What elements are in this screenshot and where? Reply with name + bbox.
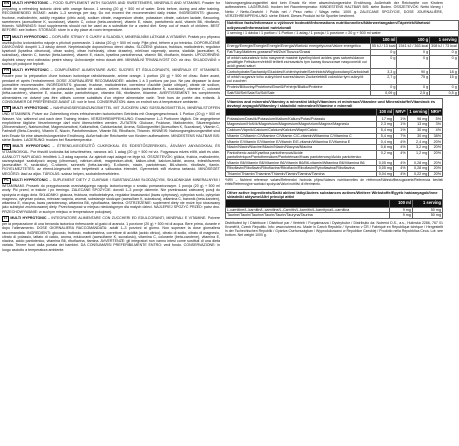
column-header: 1 serving	[407, 109, 429, 116]
column-header: 1 serving	[412, 200, 442, 207]
nutrient-value: 0,4 mg	[377, 139, 394, 145]
nutrient-name: of which sugars/z toho cukry/dont sucres/davon Zucker/ebből cukrok/w tym cukry/di cui zuccheri	[226, 75, 371, 85]
nutrient-value: 0,05 mg	[377, 160, 394, 166]
nutrient-value: 20%	[429, 144, 443, 150]
nutrient-value: 20%	[429, 171, 443, 177]
language-block-cz	[2, 35, 220, 67]
column-header	[226, 36, 371, 43]
nutrient-name: Thiamin/Thiamin/Thiamine/Thiamin/Tiamin/Tiamina/Tiamina	[226, 171, 377, 177]
table-row	[226, 75, 459, 85]
table-row	[226, 213, 443, 219]
nutrient-value: 75 g	[397, 75, 430, 85]
nutrient-value: 5,4 mg	[377, 133, 394, 139]
column-header: 100 ml	[377, 109, 394, 116]
nutrient-value: 1541 kJ / 363 kcal	[398, 44, 429, 49]
nutrient-value: 20%	[429, 160, 443, 166]
nutrient-name: Vitamin C/Vitamín C/Vitamine C/Vitamin C/C-vitamin/Witamina C/Vitamina C	[226, 133, 377, 139]
nutrient-name: of which saturates/z toho nasycené mastné kyseliny/dont acides gras saturés/davon gesättigte Fettsäuren/ebből telített zsírsavak/w tym kwasy tłuszczowe nasycone/di cui acidi grassi saturi	[226, 55, 371, 69]
nutrient-value: 0,28 mg	[407, 160, 429, 166]
nutrient-name: Carbohydrate/Sacharidy/Glucides/Kohlenhydrate/Szénhidrát/Węglowodany/Carboidrati	[227, 69, 369, 74]
nutrient-name: Protein/Bílkoviny/Protéines/Eiweiß/Fehérje/Białko/Proteine	[226, 84, 371, 90]
nutrient-value: 4%	[394, 171, 408, 177]
nutrient-value: 4%	[429, 127, 443, 133]
table-header-row	[226, 109, 443, 116]
nutrient-value: 0 g	[370, 55, 397, 69]
nutrient-name: Salt/Sůl/Sel/Salz/Só/Sól/Sale	[226, 90, 371, 96]
nutrient-name: Calcium/Vápník/Calcium/Calcium/Kalcium/Wapń/Calcio	[226, 127, 377, 133]
nutrient-name: L-carnitine/L-karnitin/L-carnitine/L-Carnitin/L-karnitin/L-karnityna/L-carnitina	[226, 207, 390, 213]
nutrient-value: 1%	[394, 127, 408, 133]
product-description: – SUPLEMENT DIETY Z CUKRAMI I SUBSTANCJAMI SŁODZĄCYMI, SKŁADNIKAMI MINERALNYMI I WITAMINAMI. Proszek do przygotowania orzeźwiającego napoju izotonicznego o smaku pomarańczowym. 1 porcja (20 g) + 500 ml wody. Pić przed, w trakcie i po treningu. ZALECANE SPOŻYCIE: dorośli 1–3 porcje dziennie. Nie przekraczać zalecanej porcji do spożycia w ciągu dnia. SKŁADNIKI: glukoza, fruktoza, maltodekstryna, regulator kwasowości (kwas cytrynowy), cytrynian sodu, cytrynian magnezu, cytrynian potasu, mleczan wapnia, aromat, substancje słodzące (acesulfam K, sukraloza), witamina C, barwnik (beta-karoten), witamina E, niacyna, kwas pantotenowy, witamina B6, ryboflawina, tiamina. OSTRZEŻENIE: suplement diety nie może być stosowany jako substytut zróżnicowanej diety. Przechowywać w miejscu niedostępnym dla małych dzieci. NAJLEPIEJ SPOŻYĆ PRZED: patrz dno. PRZECHOWYWANIE: w suchym miejscu w temperaturze pokojowej.	[2, 178, 221, 214]
table-row	[226, 55, 459, 69]
nutrition-facts-table	[225, 20, 459, 96]
product-name: MULTI HYPROTONIC	[11, 178, 48, 183]
nutrient-name: Magnesium/Hořčík/Magnésium/Magnesium/Magnézium/Magnez/Magnesio	[226, 122, 377, 128]
distributor-text: Distributed by / Distribuce / Distribué par / Vertrieb / Forgalmazza / Dystrybutor / Distribuito da: Nutrend D.S., a.s., Hulínská 2286, 767 01 Kroměříž, Czech Republic. Info: www.nutrend.eu. Made in Czech Republic / Vyrobeno v ČR / Fabriqué en République tchèque / Hergestellt in der Tschechischen Republik / Gyártva Csehországban / Wyprodukowano w Republice Czeskiej / Prodotto nella Repubblica Ceca. Lot: see bottom. Net weight 1000 g.	[225, 220, 443, 238]
nutrient-value: 30 mg	[407, 127, 429, 133]
language-block-en	[2, 1, 220, 33]
table-row	[226, 69, 459, 75]
vitamins-minerals-table	[225, 98, 443, 177]
nutrient-value: 18 g	[430, 69, 459, 75]
nutrient-value: 2,5 g	[397, 90, 430, 96]
nutrient-value: 2,7 g	[370, 75, 397, 85]
column-header	[226, 109, 377, 116]
nutrient-value: 2,3 mg	[377, 122, 394, 128]
nutrient-value: 4%	[394, 166, 408, 172]
nutrient-value: 0,6 mg	[377, 144, 394, 150]
table-header-row	[226, 200, 443, 207]
nutrient-value: 0 g	[397, 49, 430, 55]
table-row	[226, 171, 443, 177]
nutrition-table-title: Nutrition facts/Informace o výživové hodnotě/Informations nutritionnelles/Nährwertangaben/Tápérték/Wartość odżywcza/Informazioni nutrizionali	[226, 21, 459, 31]
nutrient-value: 9 mg	[390, 207, 413, 213]
product-description: – ÉTREND-KIEGÉSZÍTŐ CUKROKKAL ÉS ÉDESÍTŐSZEREKKEL, ÁSVÁNYI ANYAGOKKAL ÉS VITAMINOKKAL. Por frissítő izotóniás ital készítéséhez, narancs ízű. 1 adag (20 g) + 500 ml víz. Fogyassza edzés előtt, alatt és után. AJÁNLOTT NAPI ADAG: felnőttek 1–3 adag naponta. Az ajánlott napi adagot ne lépje túl. ÖSSZETEVŐK: glükóz, fruktóz, maltodextrin, savanyúságot szabályozó anyag (citromsav), nátrium-citrát, magnézium-citrát, kálium-citrát, kalcium-laktát, aroma, édesítőszerek (aceszulfám K, szukralóz), C-vitamin, színezék (béta-karotin), E-vitamin, niacin, pantoténsav, B6-vitamin, riboflavin, tiamin. FIGYELMEZTETÉS: az étrend-kiegészítő nem helyettesíti a változatos étrendet. Gyermekek elől elzárva tartandó. MINŐSÉGÉT MEGŐRZI: lásd az alján. TÁROLÁS: száraz helyen, szobahőmérsékleten.	[2, 144, 221, 176]
nutrient-value: 30 mg	[407, 133, 429, 139]
nutrient-value: 308 kJ / 73 kcal	[431, 44, 457, 49]
language-code-badge: EN	[4, 1, 10, 5]
nutrient-name: Vitamin E/Vitamín E/Vitamine E/Vitamin E/E-vitamin/Witamina E/Vitamina E	[226, 139, 377, 145]
nutrient-value: 0,09 g	[370, 90, 397, 96]
column-header: 100 ml	[390, 200, 413, 207]
active-table-title: Other active ingredients/Další aktivní látky/Autres substances actives/Weitere Wirkstoffe/Egyéb hatóanyagok/Inne składniki aktywne/Altri principi attivi	[226, 190, 443, 200]
nutrient-value: 0 g	[397, 84, 430, 90]
nutrient-value: 0,28 mg	[407, 166, 429, 172]
column-header	[226, 200, 390, 207]
nutrient-name: Riboflavin/Riboflavin/Riboflavine/Riboflavin/Riboflavin/Ryboflawina/Riboflavina	[226, 166, 377, 172]
product-description: – NAHRUNGSERGÄNZUNGSMITTEL MIT ZUCKERN UND SÜSSUNGSMITTELN, MINERALSTOFFEN UND VITAMINEN. Pulver zur Zubereitung eines erfrischenden isotonischen Getränks mit Orangengeschmack. 1 Portion (20 g) + 500 ml Wasser. Vor, während und nach dem Training trinken. VERZEHREMPFEHLUNG: Erwachsene 1–3 Portionen täglich. Die angegebene empfohlene tägliche Verzehrmenge darf nicht überschritten werden. ZUTATEN: Glukose, Fruktose, Maltodextrin, Säureregulator (Zitronensäure), Natriumcitrat, Magnesiumcitrat, Kaliumcitrat, Calciumlactat, Aroma, Süßungsmittel (Acesulfam K, Sucralose), Vitamin C, Farbstoff (Beta-Carotin), Vitamin E, Niacin, Pantothensäure, Vitamin B6, Riboflavin, Thiamin. HINWEIS: Nahrungsergänzungsmittel sind kein Ersatz für eine abwechslungsreiche Ernährung. Außerhalb der Reichweite von Kindern aufbewahren. MINDESTENS HALTBAR BIS: siehe Boden. LAGERUNG: trocken bei Raumtemperatur.	[2, 106, 221, 143]
nutrient-value: 50 mg	[412, 207, 442, 213]
nutrient-value: 4%	[394, 150, 408, 160]
nutrient-name: Niacin/Niacin/Niacine/Niacin/Niacin/Niacyna/Niacina	[226, 144, 377, 150]
table-row	[226, 207, 443, 213]
column-header: NRV*	[430, 109, 441, 115]
nutrient-value: 4%	[394, 139, 408, 145]
language-code-badge: CZ	[4, 34, 10, 39]
nutrient-value: 1%	[394, 122, 408, 128]
product-description: – DOPLNĚK STRAVY S CUKRY A SLADIDLY, MINERÁLNÍMI LÁTKAMI A VITAMÍNY. Prášek pro přípravu osvěžujícího izotonického nápoje s příchutí pomeranče. 1 dávka (20 g) + 500 ml vody. Pijte před, během a po tréninku. DOPORUČENÉ DÁVKOVÁNÍ: dospělí 1–3 dávky denně. Nepřekračujte doporučenou denní dávku. SLOŽENÍ: glukóza, fruktóza, maltodextrin, regulátor kyselosti (kyselina citronová), citran sodný, citran hořečnatý, citran draselný, mléčnan vápenatý, aroma, sladidla (acesulfam K, sukralóza), vitamín C, barvivo (beta-karoten), vitamín E, niacin, kyselina pantothenová, vitamín B6, riboflavin, thiamin. UPOZORNĚNÍ: doplněk stravy není náhradou pestré stravy. Uchovávejte mimo dosah dětí. MINIMÁLNÍ TRVANLIVOST DO: viz dno. SKLADOVÁNÍ: v suchu při pokojové teplotě.	[2, 34, 220, 67]
nutrient-name: Pantothenic acid/Kyselina pantothenová/Acide pantothénique/Pantothensäure/Pantoténsav/Kwas pantotenowy/Acido pantotenico	[226, 150, 377, 160]
table-row	[226, 150, 443, 160]
product-name: MULTI HYPROTONIC	[10, 216, 47, 221]
nutrient-name: Energy/Energie/Énergie/Energie/Energia/Wartość energetyczna/Valore energetico	[226, 44, 371, 50]
nutrient-value: 0,5 g	[430, 90, 459, 96]
language-code-badge: PL	[4, 178, 9, 183]
nutrient-value: 4%	[394, 160, 408, 166]
nutrient-value: 0 g	[430, 84, 459, 90]
nutrient-value: 50 mg	[412, 213, 442, 219]
table-row	[226, 44, 459, 50]
nutrient-value: 9 mg	[390, 213, 413, 219]
nutrient-value: 15 g	[430, 75, 459, 85]
nutrient-value: 55 kJ / 13 kcal	[371, 44, 396, 49]
language-code-badge: HU	[4, 144, 10, 149]
right-intro-text: Nahrungsergänzungsmittel sind kein Ersatz für eine abwechslungsreiche Ernährung. Außerhalb der Reichweite von Kindern aufbewahren. LAGERUNG: trocken bei Raumtemperatur. MINDESTENS HALTBAR BIS: siehe Boden. ÖSSZETEVŐK: Nettó tömeg / Netto / Netto-Gewicht / Poids net / Peso netto / Waga netto: 1000 g. ZALECANE SPOŻYCIE, DOSE JOURNALIÈRE, VERZEHREMPFEHLUNG: siehe Etikett. Dieses Produkt ist für Sportler bestimmt.	[225, 1, 443, 18]
active-ingredients-table	[225, 189, 443, 219]
nutrient-value: 20%	[429, 139, 443, 145]
language-block-de	[2, 106, 220, 142]
nrv-note: *NRV – Nutrient reference values/Referenční hodnota příjmu/Valeurs nutritionnelles de référence/Nährstoffbezugswerte/Referencia beviteli érték/Referencyjne wartości spożycia/Valori nutritivi di riferimento.	[225, 178, 443, 187]
nutrient-name: Fat/Tuky/Matières grasses/Fett/Zsír/Tłuszcz/Grassi	[226, 49, 371, 55]
nutrient-value: 17 mg	[377, 116, 394, 122]
nutrient-name: Vitamin B6/Vitamín B6/Vitamine B6/Vitamin B6/B6-vitamin/Witamina B6/Vitamina B6	[226, 160, 377, 166]
nutrient-value: 2,4 mg	[407, 139, 429, 145]
nutrient-value: 0,04 mg	[377, 171, 394, 177]
nutrient-value: 38%	[429, 133, 443, 139]
nutrient-value: 4%	[394, 144, 408, 150]
nutrient-value: 0 g	[370, 49, 397, 55]
table-row	[226, 90, 459, 96]
nutrient-name: Potassium/Draslík/Potassium/Kalium/Kálium/Potas/Potassio	[226, 116, 377, 122]
product-name: MULTI HYPROTONIC	[12, 106, 49, 111]
nutrient-value: 5%	[429, 116, 443, 122]
nutrient-value: 0,05 mg	[377, 166, 394, 172]
column-header: 1 serving	[430, 36, 459, 43]
nutrient-value: 3%	[429, 122, 443, 128]
nutrient-value: 0 g	[370, 84, 397, 90]
language-code-badge: IT	[4, 216, 8, 221]
nutrient-value: 0 g	[430, 49, 459, 55]
nutrient-value: 96 mg	[407, 116, 429, 122]
vitamins-table-title: Vitamins and minerals/Vitamíny a minerální látky/Vitamines et minéraux/Vitamine und Mineralstoffe/Vitaminok és ásványi anyagok/Witaminy i składniki mineralne/Vitamine e minerali	[226, 99, 443, 109]
nutrition-column	[222, 0, 457, 446]
nutrient-value: 3,2 mg	[407, 144, 429, 150]
nutrient-value: 1,2 mg	[407, 150, 429, 160]
column-header: NRV*	[395, 109, 406, 115]
nutrient-value: 0 g	[430, 55, 459, 69]
nutrient-value: 3,3 g	[370, 69, 397, 75]
serving-note: 1 serving / 1 dávka / 1 portion / 1 Portion / 1 adag / 1 porcja / 1 porzione = 20 g + 500 ml water	[226, 30, 459, 36]
nutrient-value: 0,22 mg	[407, 171, 429, 177]
nutrient-value: 20%	[429, 166, 443, 172]
language-code-badge: FR	[4, 68, 10, 73]
nutrient-value: 7%	[394, 133, 408, 139]
language-block-pl	[2, 178, 220, 214]
table-header-row	[226, 36, 459, 43]
language-code-badge: DE	[4, 106, 10, 111]
product-name: MULTI HYPROTONIC	[12, 144, 50, 149]
nutrient-value: 13 mg	[407, 122, 429, 128]
nutrient-value: 5,4 mg	[377, 127, 394, 133]
product-description: – INTEGRATORE ALIMENTARE CON ZUCCHERI ED EDULCORANTI, MINERALI E VITAMINE. Polvere per la preparazione di una bevanda isotonica rinfrescante al gusto di arancia. 1 porzione (20 g) + 500 ml di acqua. Bere prima, durante e dopo l’allenamento. DOSE GIORNALIERA RACCOMANDATA: adulti 1–3 porzioni al giorno. Non superare la dose giornaliera raccomandata. INGREDIENTI: glucosio, fruttosio, maltodestrina, correttore di acidità (acido citrico), citrato di sodio, citrato di magnesio, citrato di potassio, lattato di calcio, aroma, edulcoranti (acesulfame K, sucralosio), vitamina C, colorante (beta-carotene), vitamina E, niacina, acido pantotenico, vitamina B6, riboflavina, tiamina. AVVERTENZE: gli integratori non vanno intesi come sostituti di una dieta variata. Tenere fuori dalla portata dei bambini. DA CONSUMARSI PREFERIBILMENTE ENTRO: vedi fondo. CONSERVAZIONE: in luogo asciutto a temperatura ambiente.	[2, 216, 221, 252]
product-name: MULTI HYPROTONIC	[12, 1, 49, 5]
nutrient-name: Taurine/Taurin/Taurine/Taurin/Taurin/Tauryna/Taurina	[226, 213, 390, 219]
product-name: MULTI HYPROTONIC	[12, 68, 49, 73]
product-name: MULTI HYPROTONIC	[12, 34, 48, 39]
language-block-fr	[2, 68, 220, 104]
column-header: 100 ml	[370, 36, 397, 43]
nutrient-value: 0 g	[397, 55, 430, 69]
product-description: – COMPLÉMENT ALIMENTAIRE AVEC SUCRES ET ÉDULCORANTS, MINÉRAUX ET VITAMINES. Poudre pour la préparation d’une boisson isotonique rafraîchissante, arôme orange. 1 portion (20 g) + 500 ml d’eau. Boire avant, pendant et après l’entraînement. DOSE JOURNALIÈRE RECOMMANDÉE: adultes 1 à 3 portions par jour. Ne pas dépasser la dose journalière recommandée. INGRÉDIENTS: glucose, fructose, maltodextrine, correcteur d’acidité (acide citrique), citrate de sodium, citrate de magnésium, citrate de potassium, lactate de calcium, arôme, édulcorants (acésulfame K, sucralose), vitamine C, colorant (bêta-carotène), vitamine E, niacine, acide pantothénique, vitamine B6, riboflavine, thiamine. AVERTISSEMENT: les compléments alimentaires ne doivent pas être utilisés comme substituts d’un régime alimentaire varié. Tenir hors de portée des enfants. À CONSOMMER DE PRÉFÉRENCE AVANT LE: voir le fond. CONSERVATION: dans un endroit sec à température ambiante.	[2, 68, 220, 105]
nutrient-value: 20%	[429, 150, 443, 160]
nutrient-value: 90 g	[397, 69, 430, 75]
language-column	[0, 0, 222, 446]
column-header: 100 g	[397, 36, 430, 43]
language-block-it	[2, 216, 220, 252]
language-block-hu	[2, 144, 220, 176]
product-description: – FOOD SUPPLEMENT WITH SUGARS AND SWEETENERS, MINERALS AND VITAMINS. Powder for preparing a refreshing isotonic drink with orange flavour. 1 serving (20 g) + 500 ml of water. Drink before, during and after training. RECOMMENDED INTAKE: adults 1–3 servings per day. Do not exceed the recommended daily intake. INGREDIENTS: glucose, fructose, maltodextrin, acidity regulator (citric acid), sodium citrate, magnesium citrate, potassium citrate, calcium lactate, flavouring, sweeteners (acesulfame K, sucralose), vitamin C, colour (beta-carotene), vitamin E, niacin, pantothenic acid, vitamin B6, riboflavin, thiamin. WARNINGS: food supplements should not be used as a substitute for a varied diet. Keep out of reach of children. BEST BEFORE: see bottom. STORAGE: store in a dry place at room temperature.	[2, 1, 220, 33]
nutrient-value: 0,2 mg	[377, 150, 394, 160]
nutrient-value: 1%	[394, 116, 408, 122]
